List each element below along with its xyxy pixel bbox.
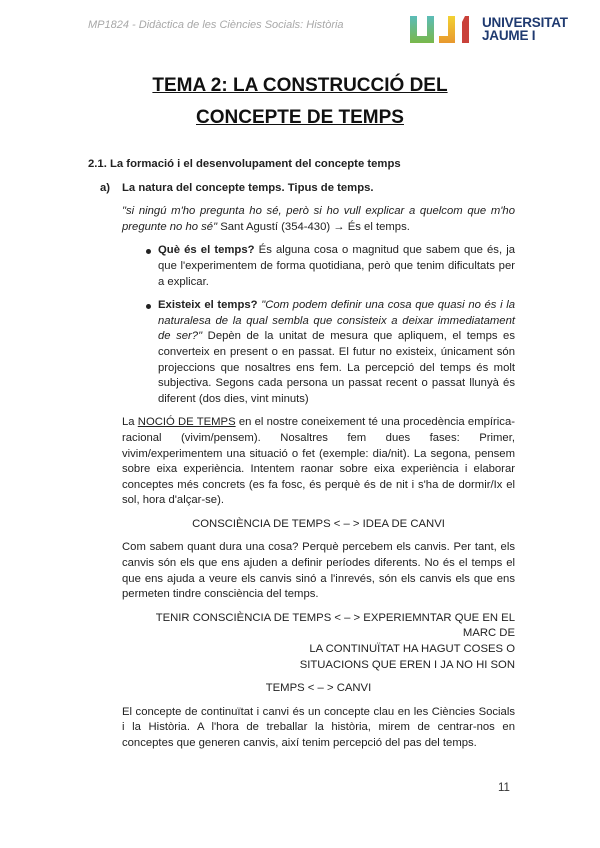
equation-1: CONSCIÈNCIA DE TEMPS < – > IDEA DE CANVI xyxy=(192,517,445,530)
bullet-text: És alguna cosa o magnitud que sabem que és, ja que l'experimentem de forma quotidiana, però que tenim dificultats per a explicar. xyxy=(158,244,516,288)
uji-logo-icon xyxy=(410,14,474,44)
title-line1: TEMA 2: LA CONSTRUCCIÓ DEL xyxy=(152,75,448,96)
section-heading: 2.1. La formació i el desenvolupament del concepte temps xyxy=(88,158,401,170)
bullet-italic: "Com podem definir una cosa que quasi no és i la naturalesa de la qual sembla que consisteix a deixar immediatament de ser?" xyxy=(158,299,516,343)
paragraph-nocio xyxy=(122,415,515,509)
title-line2: CONCEPTE DE TEMPS xyxy=(196,107,404,128)
bullet-bold: Què és el temps? xyxy=(158,244,255,257)
bullet-item xyxy=(158,243,515,290)
equation-3: TEMPS < – > CANVI xyxy=(265,682,372,695)
subsection-label: La natura del concepte temps. Tipus de temps. xyxy=(122,181,374,194)
logo-line1: UNIVERSITAT xyxy=(482,15,568,30)
p1-text: en el nostre coneixement té una procedència empírica-racional (vivim/pensem). Nosaltres fem dues fases: Primer, vivim/experimentem una situació o fet (exemple: dia/nit). La segona, pensem sobre eixa experiència. Intentem raonar sobre eixa experiència i elaborar conceptes més concrets (es fa fosc, és perquè és de nit i s'ha de dormir/Ix el sol, hora d'alçar-se). xyxy=(122,416,515,507)
quote-italic: "si ningú m'ho pregunta ho sé, però si ho vull explicar a quelcom que m'ho pregunte no ho sé" xyxy=(122,205,515,233)
paragraph-continuitat: El concepte de continuïtat i canvi és un concepte clau en les Ciències Socials i la Història. A l'hora de treballar la història, mirem de centrar-nos en conceptes que generen canvis, així tenim percepció del pas del temps. xyxy=(122,705,515,749)
eq2-line1: TENIR CONSCIÈNCIA DE TEMPS < – > EXPERIEMNTAR QUE EN EL MARC DE xyxy=(155,611,515,640)
page-title xyxy=(0,70,600,134)
course-header: MP1824 - Didàctica de les Ciències Socials: Història xyxy=(88,19,344,31)
p1-pre: La xyxy=(122,416,138,429)
university-logo xyxy=(410,14,568,44)
quote xyxy=(122,204,515,235)
p1-underline: NOCIÓ DE TEMPS xyxy=(137,416,236,429)
page-number: 11 xyxy=(498,782,510,794)
document-body xyxy=(88,157,515,760)
subsection-marker: a) xyxy=(100,181,111,194)
subsection-heading xyxy=(100,181,515,197)
eq2-line2: LA CONTINUÏTAT HA HAGUT COSES O xyxy=(309,643,515,656)
bullet-text: Depèn de la unitat de mesura que apliquem, el temps es converteix en present o en passat. El futur no existeix, únicament són projeccions que nosaltres ens fem. La percepció del temps és molt subjectiva. Segons cada persona un passat recent o passat llunyà és diferent (dos dies, vint minuts) xyxy=(158,330,515,405)
logo-line2: JAUME I xyxy=(482,28,536,43)
bullet-item xyxy=(158,298,515,407)
eq2-line3: SITUACIONS QUE EREN I JA NO HI SON xyxy=(299,658,515,671)
quote-attribution: Sant Agustí (354-430) → És el temps. xyxy=(217,220,410,233)
bullet-bold: Existeix el temps? xyxy=(158,299,258,312)
equation-2 xyxy=(122,611,515,673)
paragraph-canvis: Com sabem quant dura una cosa? Perquè percebem els canvis. Per tant, els canvis són els que ens ajuden a definir períodes diferents. No és el temps el que ens ajuda a veure els canvis sinó a l'inrevés, són els canvis els que ens permeten tindre consciència del temps. xyxy=(122,541,515,601)
